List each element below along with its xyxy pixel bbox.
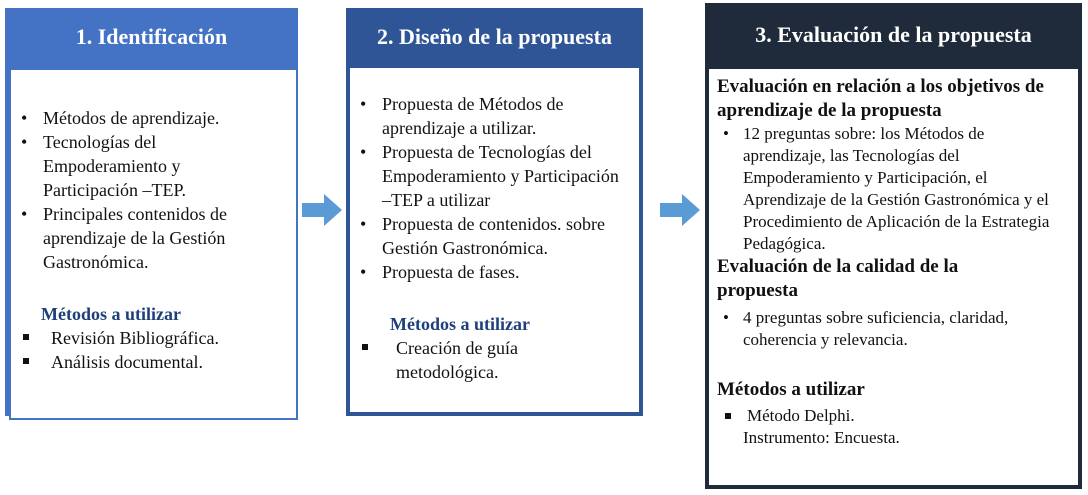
list-item: • Propuesta de Métodos de aprendizaje a utilizar. (354, 92, 631, 140)
list-item: • Propuesta de contenidos. sobre Gestión Gastronómica. (354, 212, 631, 260)
section-1-title: Evaluación en relación a los objetivos de aprendizaje de la propuesta (717, 76, 1044, 121)
instrument-text: Instrumento: Encuesta. (743, 428, 900, 447)
panel-2-methods (354, 336, 631, 384)
panel-1-title: 1. Identificación (75, 24, 228, 49)
list-item: • Tecnologías del Empoderamiento y Participación –TEP. (15, 130, 288, 202)
method-item: Análisis documental. (15, 350, 288, 374)
panel-evaluacion (705, 3, 1082, 489)
methods-title: Métodos a utilizar (390, 314, 530, 334)
panel-2-title: 2. Diseño de la propuesta (377, 24, 612, 49)
list-item: • 12 preguntas sobre: los Métodos de aprendizaje, las Tecnologías del Empoderamiento y Participación, el Aprendizaje de la Gestión Gastronómica y el Procedimiento de Aplicación de la Estrategia Pedagógica. (717, 123, 1070, 255)
panel-diseno (346, 8, 643, 416)
list-item: • Principales contenidos de aprendizaje de la Gestión Gastronómica. (15, 202, 288, 274)
arrow-right-icon (660, 194, 700, 226)
panel-1-methods (15, 326, 288, 374)
methods-title: Métodos a utilizar (41, 304, 181, 324)
method-item: Método Delphi. (717, 405, 1070, 427)
panel-1-body (9, 68, 298, 420)
panel-2-body (350, 68, 639, 412)
panel-3-body (709, 69, 1078, 485)
list-item: • Métodos de aprendizaje. (15, 106, 288, 130)
section-2-list (717, 307, 1070, 351)
panel-2-list (354, 92, 631, 284)
list-item: • Propuesta de Tecnologías del Empoderamiento y Participación –TEP a utilizar (354, 140, 631, 212)
methods-title: Métodos a utilizar (717, 379, 865, 400)
method-item: Creación de guía metodológica. (354, 336, 631, 384)
panel-1-list (15, 106, 288, 274)
arrow-right-icon (302, 194, 342, 226)
panel-3-methods (717, 405, 1070, 427)
method-item: Revisión Bibliográfica. (15, 326, 288, 350)
list-item: • 4 preguntas sobre suficiencia, claridad, coherencia y relevancia. (717, 307, 1070, 351)
list-item: • Propuesta de fases. (354, 260, 631, 284)
section-2-title: Evaluación de la calidad de la propuesta (717, 256, 959, 301)
panel-identificacion (5, 8, 298, 416)
section-1-list (717, 123, 1070, 255)
panel-3-title: 3. Evaluación de la propuesta (755, 22, 1032, 47)
